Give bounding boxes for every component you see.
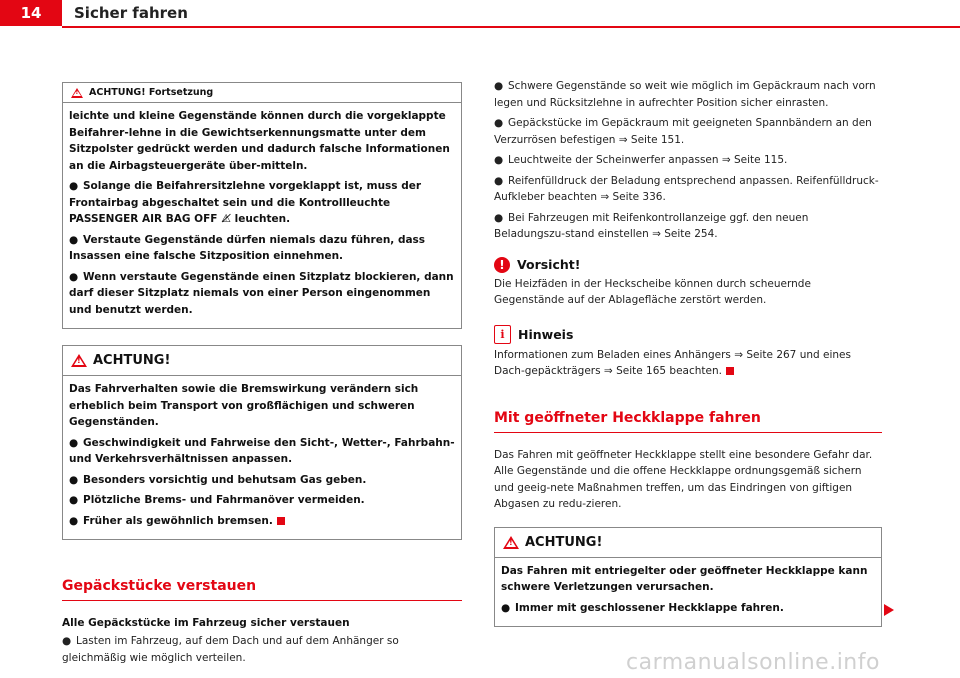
warning-body — [63, 376, 461, 539]
caution-block — [494, 257, 882, 309]
warning-header — [495, 528, 881, 558]
info-icon: i — [494, 325, 511, 344]
list-item: ● Leuchtweite der Scheinwerfer anpassen ⇒ Seite 115. — [494, 154, 788, 166]
warning-triangle-icon: ! — [71, 354, 87, 367]
section-tailgate — [494, 410, 882, 513]
note-block — [494, 325, 882, 380]
end-marker-icon — [726, 367, 734, 375]
section-text: Das Fahren mit geöffneter Heckklappe stellt eine besondere Gefahr dar. Alle Gegenstände und die offene Heckklappe ordnungsgemäß sichern und geeig-nete Maßnahmen treffen, um das Eindringen von giftigen Abgasen zu redu-zieren. — [494, 448, 873, 510]
warning-bullet: ● Wenn verstaute Gegenstände einen Sitzplatz blockieren, dann darf dieser Sitzplatz niemals von einer Person eingenommen und benutzt werden. — [69, 270, 454, 316]
right-column — [494, 78, 882, 643]
caution-icon: ! — [494, 257, 510, 273]
warning-header — [63, 346, 461, 376]
left-column — [62, 82, 462, 670]
warning-body — [63, 103, 461, 328]
note-title: Hinweis — [518, 326, 574, 342]
warning-box — [494, 527, 882, 628]
warning-triangle-icon: ! — [503, 536, 519, 549]
warning-bullet: ● Geschwindigkeit und Fahrweise den Sicht-, Wetter-, Fahrbahn- und Verkehrsverhältnissen anpassen. — [69, 436, 455, 465]
warning-title: ACHTUNG! — [93, 353, 171, 368]
header-rule — [62, 26, 960, 28]
list-item: ● Reifenfülldruck der Beladung entsprechend anpassen. Reifenfülldruck-Aufkleber beachten ⇒ Seite 336. — [494, 174, 879, 203]
list-item: ● Bei Fahrzeugen mit Reifenkontrollanzeige ggf. den neuen Beladungszu-stand einstellen ⇒ Seite 254. — [494, 211, 809, 240]
section-heading: Gepäckstücke verstauen — [62, 578, 462, 601]
list-item: ● Gepäckstücke im Gepäckraum mit geeigneten Spannbändern an den Verzurrösen befestigen ⇒ Seite 151. — [494, 117, 872, 146]
warning-bullet: ● Solange die Beifahrersitzlehne vorgeklappt ist, muss der Frontairbag abgeschaltet sein und die Kontrollleuchte PASSENGER AIR BAG OFF ⚠̸ leuchten. — [69, 178, 455, 228]
watermark: carmanualsonline.info — [626, 650, 880, 675]
warning-box — [62, 345, 462, 540]
warning-bullet: ● Plötzliche Brems- und Fahrmanöver vermeiden. — [69, 494, 365, 506]
warning-title: ACHTUNG! Fortsetzung — [89, 87, 214, 98]
warning-bullet: ● Früher als gewöhnlich bremsen. — [69, 513, 455, 530]
note-text: Informationen zum Beladen eines Anhängers ⇒ Seite 267 und eines Dach-gepäckträgers ⇒ Seite 165 beachten. — [494, 348, 851, 377]
page-header — [0, 0, 960, 28]
warning-triangle-icon: ! — [71, 88, 83, 98]
warning-header — [63, 83, 461, 103]
page-number: 14 — [0, 0, 62, 26]
section-luggage — [62, 578, 462, 666]
caution-header — [494, 257, 882, 273]
warning-title: ACHTUNG! — [525, 534, 603, 550]
airbag-off-icon: ⚠̸ — [221, 212, 231, 225]
end-marker-icon — [277, 517, 285, 525]
warning-intro: leichte und kleine Gegenstände können durch die vorgeklappte Beifahrer-lehne in die Gewichtserkennungsmatte unter dem Sitzpolster gedrückt werden und dadurch falsche Informationen an die Airbagsteuergeräte über-mitteln. — [69, 110, 450, 172]
warning-bullet: ● Verstaute Gegenstände dürfen niemals dazu führen, dass Insassen eine falsche Sitzposition einnehmen. — [69, 233, 426, 262]
warning-intro: Das Fahrverhalten sowie die Bremswirkung verändern sich erheblich beim Transport von großflächigen und schweren Gegenständen. — [69, 383, 419, 428]
caution-title: Vorsicht! — [517, 257, 581, 272]
sub-heading: Alle Gepäckstücke im Fahrzeug sicher verstauen — [62, 617, 350, 629]
list-item: ● Schwere Gegenstände so weit wie möglich im Gepäckraum nach vorn legen und Rücksitzlehne in aufrechter Position sicher einrasten. — [494, 80, 876, 109]
warning-body — [495, 558, 881, 627]
section-heading: Mit geöffneter Heckklappe fahren — [494, 410, 882, 433]
caution-text: Die Heizfäden in der Heckscheibe können durch scheuernde Gegenstände auf der Ablagefläche zerstört werden. — [494, 277, 811, 306]
chapter-title: Sicher fahren — [74, 4, 188, 22]
warning-bullet: ● Besonders vorsichtig und behutsam Gas geben. — [69, 473, 367, 486]
warning-bullet: ● Immer mit geschlossener Heckklappe fahren. — [501, 601, 784, 614]
continue-arrow-icon — [884, 604, 894, 616]
note-header — [494, 325, 882, 344]
list-item: ● Lasten im Fahrzeug, auf dem Dach und auf dem Anhänger so gleichmäßig wie möglich verteilen. — [62, 635, 399, 664]
warning-intro: Das Fahren mit entriegelter oder geöffneter Heckklappe kann schwere Verletzungen verursachen. — [501, 564, 868, 593]
warning-box-continued — [62, 82, 462, 329]
